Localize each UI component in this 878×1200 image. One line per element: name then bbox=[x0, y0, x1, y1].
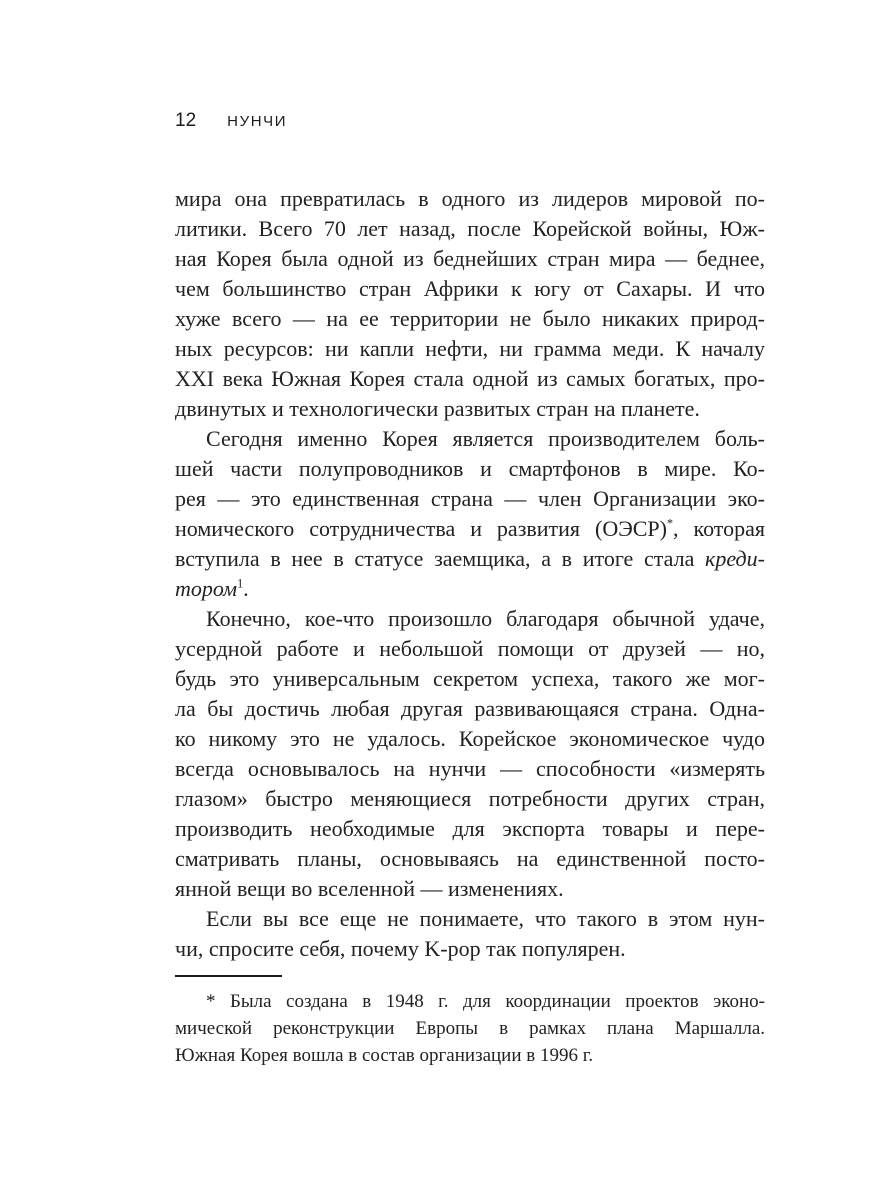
text-line bbox=[175, 904, 765, 934]
text-line bbox=[175, 364, 765, 394]
footnote-marker: 1 bbox=[237, 576, 244, 591]
text-line bbox=[175, 244, 765, 274]
text-segment: . bbox=[243, 576, 249, 601]
text-line bbox=[175, 694, 765, 724]
running-head-title: НУНЧИ bbox=[227, 113, 288, 130]
text-segment: мира она превратилась в одного из лидеров мировой по- bbox=[175, 186, 765, 211]
paragraph bbox=[175, 988, 765, 1069]
text-segment: Если вы все еще не понимаете, что такого в этом нун- bbox=[206, 906, 765, 931]
paragraph bbox=[175, 604, 765, 904]
text-line bbox=[175, 334, 765, 364]
text-segment: ко никому это не удалось. Корейское экономическое чудо bbox=[175, 726, 765, 751]
text-segment: янной вещи во вселенной — изменениях. bbox=[175, 876, 564, 901]
text-line bbox=[175, 988, 765, 1015]
body-text bbox=[175, 184, 765, 964]
text-line bbox=[175, 454, 765, 484]
text-line bbox=[175, 214, 765, 244]
text-segment: чем большинство стран Африки к югу от Сахары. И что bbox=[175, 276, 765, 301]
text-line bbox=[175, 394, 765, 424]
italic-text: креди- bbox=[705, 546, 765, 571]
text-line bbox=[175, 544, 765, 574]
text-line bbox=[175, 424, 765, 454]
text-segment: производить необходимые для экспорта товары и пере- bbox=[175, 816, 765, 841]
text-line bbox=[175, 874, 765, 904]
text-segment: Сегодня именно Корея является производителем боль- bbox=[206, 426, 765, 451]
text-line bbox=[175, 724, 765, 754]
page-header bbox=[175, 110, 287, 132]
text-line bbox=[175, 754, 765, 784]
text-segment: вступила в нее в статусе заемщика, а в итоге стала bbox=[175, 546, 706, 571]
text-segment: * Была создана в 1948 г. для координации проектов эконо- bbox=[206, 991, 765, 1012]
text-segment: мической реконструкции Европы в рамках плана Маршалла. bbox=[175, 1018, 765, 1039]
text-segment: литики. Всего 70 лет назад, после Корейской войны, Юж- bbox=[175, 216, 765, 241]
text-segment: шей части полупроводников и смартфонов в мире. Ко- bbox=[175, 456, 765, 481]
text-line bbox=[175, 184, 765, 214]
paragraph bbox=[175, 184, 765, 424]
page-number: 12 bbox=[175, 110, 197, 131]
text-segment: ных ресурсов: ни капли нефти, ни грамма меди. К началу bbox=[175, 336, 765, 361]
italic-text: тором bbox=[175, 576, 238, 601]
text-line bbox=[175, 304, 765, 334]
text-line bbox=[175, 934, 765, 964]
text-segment: усердной работе и небольшой помощи от друзей — но, bbox=[175, 636, 765, 661]
text-line bbox=[175, 664, 765, 694]
text-line bbox=[175, 1042, 765, 1069]
text-line bbox=[175, 604, 765, 634]
text-line bbox=[175, 844, 765, 874]
text-line bbox=[175, 784, 765, 814]
footnote bbox=[175, 988, 765, 1069]
text-segment: сматривать планы, основываясь на единственной посто- bbox=[175, 846, 765, 871]
text-segment: всегда основывалось на нунчи — способности «измерять bbox=[175, 756, 765, 781]
text-segment: двинутых и технологически развитых стран на планете. bbox=[175, 396, 700, 421]
text-segment: хуже всего — на ее территории не было никаких природ- bbox=[175, 306, 765, 331]
text-segment: Конечно, кое-что произошло благодаря обычной удаче, bbox=[206, 606, 765, 631]
text-line bbox=[175, 274, 765, 304]
text-segment: , которая bbox=[673, 516, 765, 541]
text-segment: ла бы достичь любая другая развивающаяся страна. Одна- bbox=[175, 696, 765, 721]
text-line bbox=[175, 1015, 765, 1042]
text-segment: XXI века Южная Корея стала одной из самых богатых, про- bbox=[175, 366, 765, 391]
text-segment: ная Корея была одной из беднейших стран мира — беднее, bbox=[175, 246, 765, 271]
text-segment: рея — это единственная страна — член Организации эко- bbox=[175, 486, 765, 511]
text-line bbox=[175, 634, 765, 664]
text-segment: глазом» быстро меняющиеся потребности других стран, bbox=[175, 786, 765, 811]
text-segment: чи, спросите себя, почему K-pop так популярен. bbox=[175, 936, 626, 961]
text-line bbox=[175, 814, 765, 844]
paragraph bbox=[175, 904, 765, 964]
paragraph bbox=[175, 424, 765, 604]
text-segment: номического сотрудничества и развития (ОЭСР) bbox=[175, 516, 667, 541]
text-line bbox=[175, 514, 765, 544]
text-segment: будь это универсальным секретом успеха, такого же мог- bbox=[175, 666, 765, 691]
footnote-separator-rule bbox=[175, 975, 282, 977]
text-segment: Южная Корея вошла в состав организации в 1996 г. bbox=[175, 1045, 594, 1066]
text-line bbox=[175, 484, 765, 514]
footnote-marker: * bbox=[667, 516, 674, 531]
text-line bbox=[175, 574, 765, 604]
